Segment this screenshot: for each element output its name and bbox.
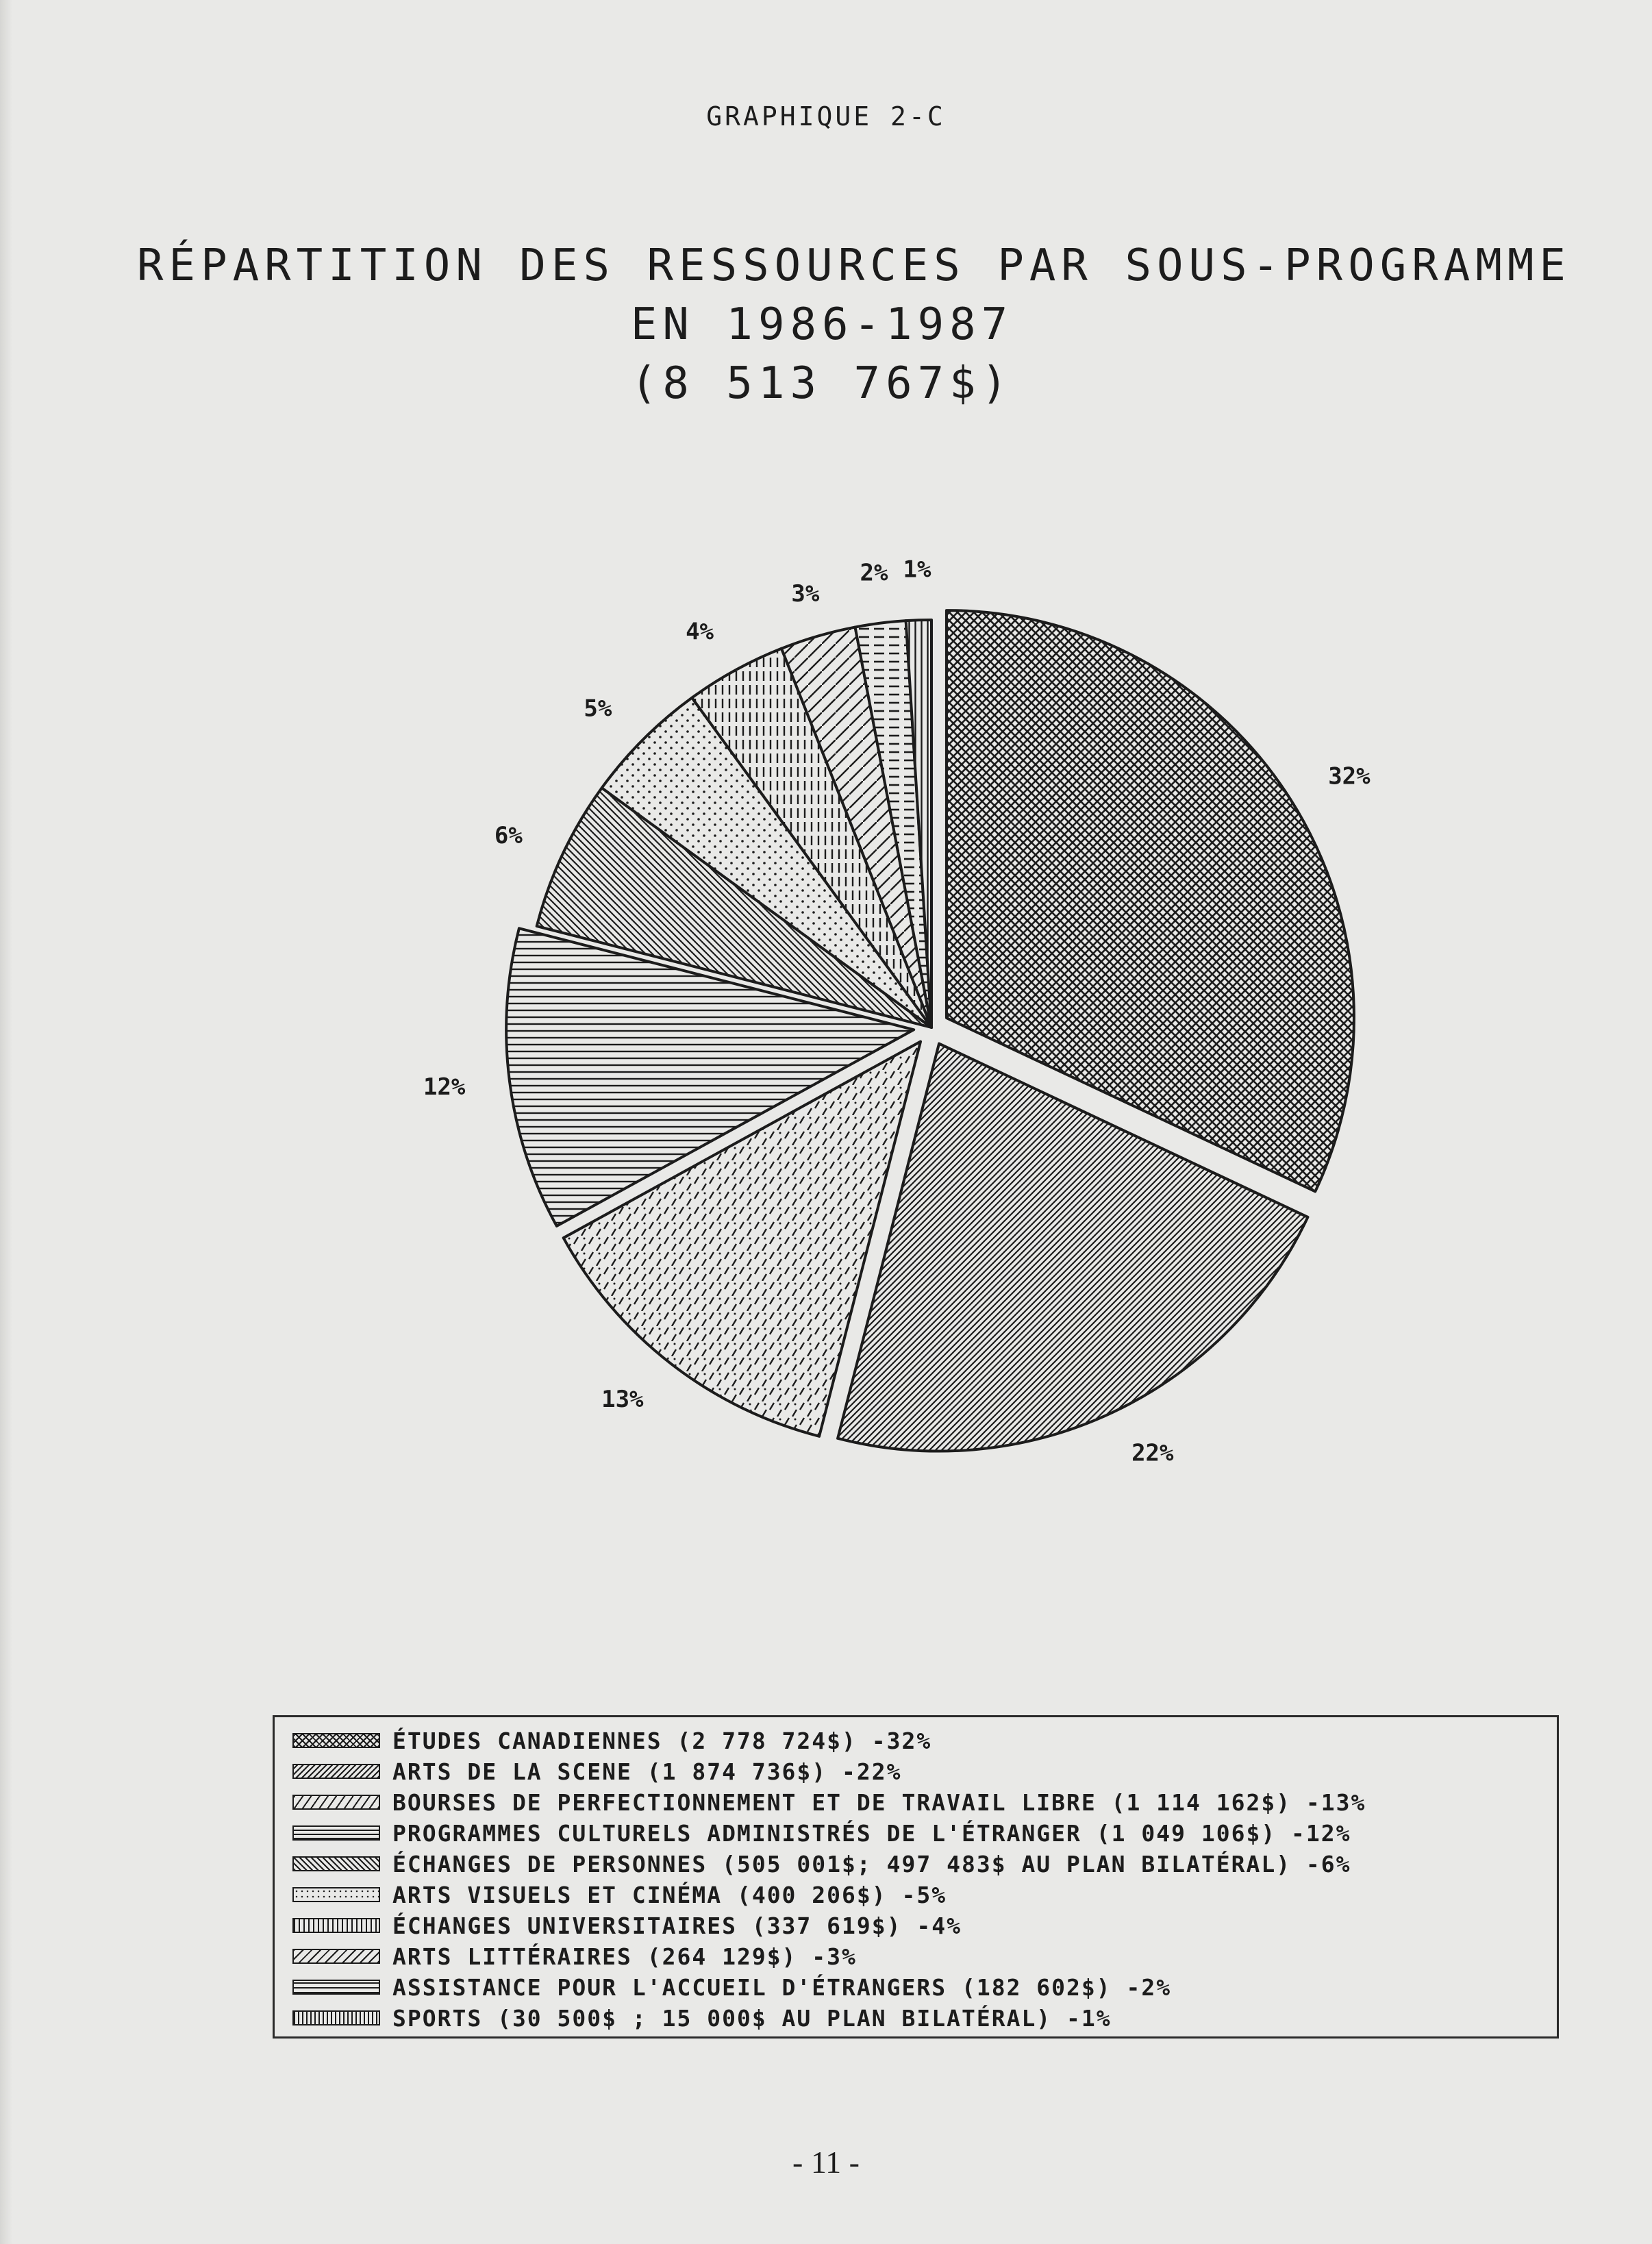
legend-item-arts-litteraires bbox=[292, 1941, 857, 1971]
legend-item-etudes-canadiennes bbox=[292, 1725, 931, 1756]
page-number: - 11 - bbox=[792, 2145, 860, 2180]
graph-label: GRAPHIQUE 2-C bbox=[706, 101, 946, 132]
slice-percent-label: 6% bbox=[494, 821, 523, 849]
slice-percent-label: 32% bbox=[1328, 762, 1371, 790]
slice-percent-label: 12% bbox=[423, 1073, 466, 1101]
vertical-swatch-icon bbox=[292, 2010, 380, 2025]
legend-label: SPORTS (30 500$ ; 15 000$ AU PLAN BILATÉRAL) -1% bbox=[392, 2004, 1112, 2032]
dots-swatch-icon bbox=[292, 1887, 380, 1902]
legend-item-programmes-culturels bbox=[292, 1818, 1351, 1848]
legend-label: ÉTUDES CANADIENNES (2 778 724$) -32% bbox=[392, 1727, 932, 1754]
legend-item-arts-de-la-scene bbox=[292, 1756, 902, 1786]
legend-item-bourses bbox=[292, 1787, 1366, 1817]
legend-item-assistance-accueil bbox=[292, 1972, 1171, 2002]
legend-label: ARTS LITTÉRAIRES (264 129$) -3% bbox=[392, 1943, 857, 1970]
slice-percent-label: 4% bbox=[686, 618, 714, 646]
title-line-1: RÉPARTITION DES RESSOURCES PAR SOUS-PROGRAMME bbox=[137, 240, 1571, 291]
horizontal-dashed-swatch-icon bbox=[292, 1980, 380, 1995]
dashed-diagonal-swatch-icon bbox=[292, 1795, 380, 1810]
title-line-2: EN 1986-1987 bbox=[630, 299, 1014, 350]
legend-label: ARTS VISUELS ET CINÉMA (400 206$) -5% bbox=[392, 1881, 947, 1908]
sparse-diagonal-swatch-icon bbox=[292, 1949, 380, 1964]
legend-label: ASSISTANCE POUR L'ACCUEIL D'ÉTRANGERS (182 602$) -2% bbox=[392, 1973, 1172, 2001]
vertical-dashed-swatch-icon bbox=[292, 1918, 380, 1933]
slice-percent-label: 5% bbox=[584, 695, 612, 723]
legend-item-arts-visuels bbox=[292, 1880, 947, 1910]
legend-item-echanges-universitaires bbox=[292, 1910, 962, 1941]
horizontal-swatch-icon bbox=[292, 1825, 380, 1841]
dense-diagonal-swatch-icon bbox=[292, 1764, 380, 1779]
back-diagonal-swatch-icon bbox=[292, 1856, 380, 1871]
slice-percent-label: 22% bbox=[1131, 1439, 1174, 1467]
crosshatch-swatch-icon bbox=[292, 1733, 380, 1748]
slice-percent-label: 2% bbox=[860, 559, 888, 587]
legend-label: PROGRAMMES CULTURELS ADMINISTRÉS DE L'ÉTRANGER (1 049 106$) -12% bbox=[392, 1819, 1351, 1847]
legend-label: ARTS DE LA SCENE (1 874 736$) -22% bbox=[392, 1758, 902, 1785]
title-line-3: (8 513 767$) bbox=[630, 358, 1014, 409]
legend-label: ÉCHANGES UNIVERSITAIRES (337 619$) -4% bbox=[392, 1912, 962, 1939]
slice-percent-label: 3% bbox=[791, 580, 820, 608]
slice-percent-label: 1% bbox=[903, 556, 931, 584]
legend bbox=[273, 1715, 1559, 2039]
legend-label: ÉCHANGES DE PERSONNES (505 001$; 497 483$ AU PLAN BILATÉRAL) -6% bbox=[392, 1850, 1351, 1878]
legend-label: BOURSES DE PERFECTIONNEMENT ET DE TRAVAIL LIBRE (1 114 162$) -13% bbox=[392, 1788, 1366, 1816]
legend-item-echanges-de-personnes bbox=[292, 1849, 1351, 1879]
slice-percent-label: 13% bbox=[601, 1386, 644, 1414]
legend-item-sports bbox=[292, 2003, 1112, 2033]
